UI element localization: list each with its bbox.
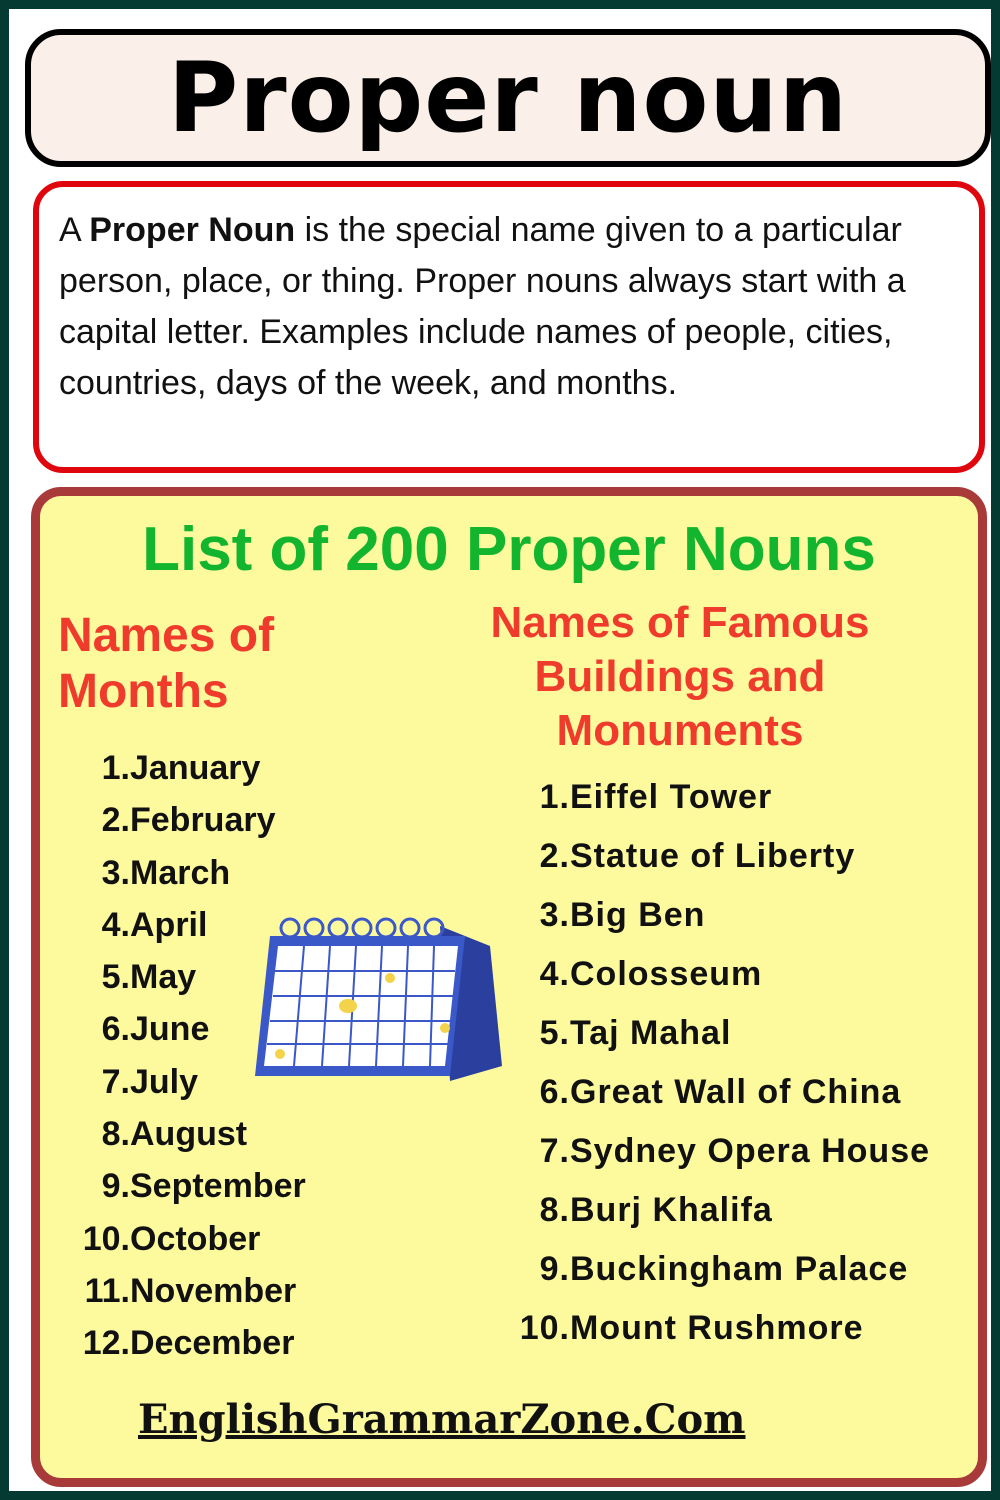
item-number: 5. [539, 1014, 570, 1052]
item-label: August [130, 1115, 248, 1154]
item-number: 8. [101, 1115, 130, 1154]
item-label: Burj Khalifa [570, 1191, 773, 1229]
item-label: Big Ben [570, 896, 706, 934]
list-item [56, 1317, 306, 1369]
list-item [56, 847, 306, 899]
item-number: 2. [539, 837, 570, 875]
list-item [496, 886, 930, 945]
item-label: November [130, 1271, 297, 1310]
list-item [496, 1122, 930, 1181]
list-item [496, 1240, 930, 1299]
list-item [56, 1108, 306, 1160]
months-heading-text: Names of Months [58, 609, 275, 718]
item-label: Great Wall of China [570, 1073, 902, 1111]
page [9, 9, 991, 1491]
list-item [56, 794, 306, 846]
item-number: 3. [539, 896, 570, 934]
list-item [496, 1299, 930, 1358]
item-label: Eiffel Tower [570, 778, 773, 816]
item-number: 4. [101, 905, 130, 944]
list-item [496, 1181, 930, 1240]
list-title: List of 200 Proper Nouns [142, 515, 876, 584]
list-item [496, 1063, 930, 1122]
item-label: January [130, 749, 261, 787]
item-label: February [130, 801, 276, 840]
item-number: 7. [101, 1062, 130, 1101]
calendar-icon [250, 916, 510, 1086]
item-number: 10. [519, 1309, 570, 1347]
item-label: Sydney Opera House [570, 1132, 931, 1170]
item-label: Colosseum [570, 955, 763, 993]
item-label: July [130, 1062, 199, 1101]
list-item [496, 827, 930, 886]
item-label: Buckingham Palace [570, 1250, 909, 1288]
title-banner [25, 29, 991, 167]
definition-text: is the special name given to a particular person, place, or thing. Proper nouns always start with a capital letter. Examples include names of people, cities, countries, days of the week, and months. [59, 211, 906, 402]
item-number: 9. [101, 1167, 130, 1206]
item-label: April [130, 905, 208, 944]
item-number: 12. [82, 1324, 130, 1363]
item-label: Taj Mahal [570, 1014, 732, 1052]
item-number: 11. [84, 1271, 130, 1310]
list-item [56, 742, 306, 794]
months-heading [58, 608, 348, 720]
item-label: June [130, 1010, 210, 1049]
definition-box [33, 181, 985, 473]
item-label: Mount Rushmore [570, 1309, 864, 1347]
page-title: Proper noun [167, 42, 849, 154]
site-link[interactable]: EnglishGrammarZone.Com [138, 1396, 746, 1443]
item-number: 1. [101, 749, 130, 787]
item-number: 6. [539, 1073, 570, 1111]
item-label: September [130, 1167, 306, 1206]
list-item [496, 945, 930, 1004]
buildings-list [496, 768, 930, 1358]
list-panel [31, 487, 987, 1487]
item-number: 8. [539, 1191, 570, 1229]
item-number: 10. [82, 1219, 130, 1258]
list-item [496, 768, 930, 827]
list-item [496, 1004, 930, 1063]
item-number: 6. [101, 1010, 130, 1049]
item-label: Statue of Liberty [570, 837, 856, 875]
item-label: December [130, 1324, 295, 1363]
list-item [56, 1213, 306, 1265]
definition-prefix: A [59, 211, 90, 249]
item-number: 7. [539, 1132, 570, 1170]
item-number: 1. [539, 778, 570, 816]
item-number: 3. [101, 853, 130, 892]
item-number: 4. [539, 955, 570, 993]
item-label: March [130, 853, 231, 892]
buildings-heading: Names of Famous Buildings and Monuments [490, 598, 870, 755]
item-label: May [130, 958, 197, 997]
item-number: 5. [101, 958, 130, 997]
item-number: 9. [539, 1250, 570, 1288]
definition-term: Proper Noun [89, 211, 296, 249]
list-item [56, 1160, 306, 1212]
item-label: October [130, 1219, 261, 1258]
list-item [56, 1265, 306, 1317]
item-number: 2. [101, 801, 130, 840]
